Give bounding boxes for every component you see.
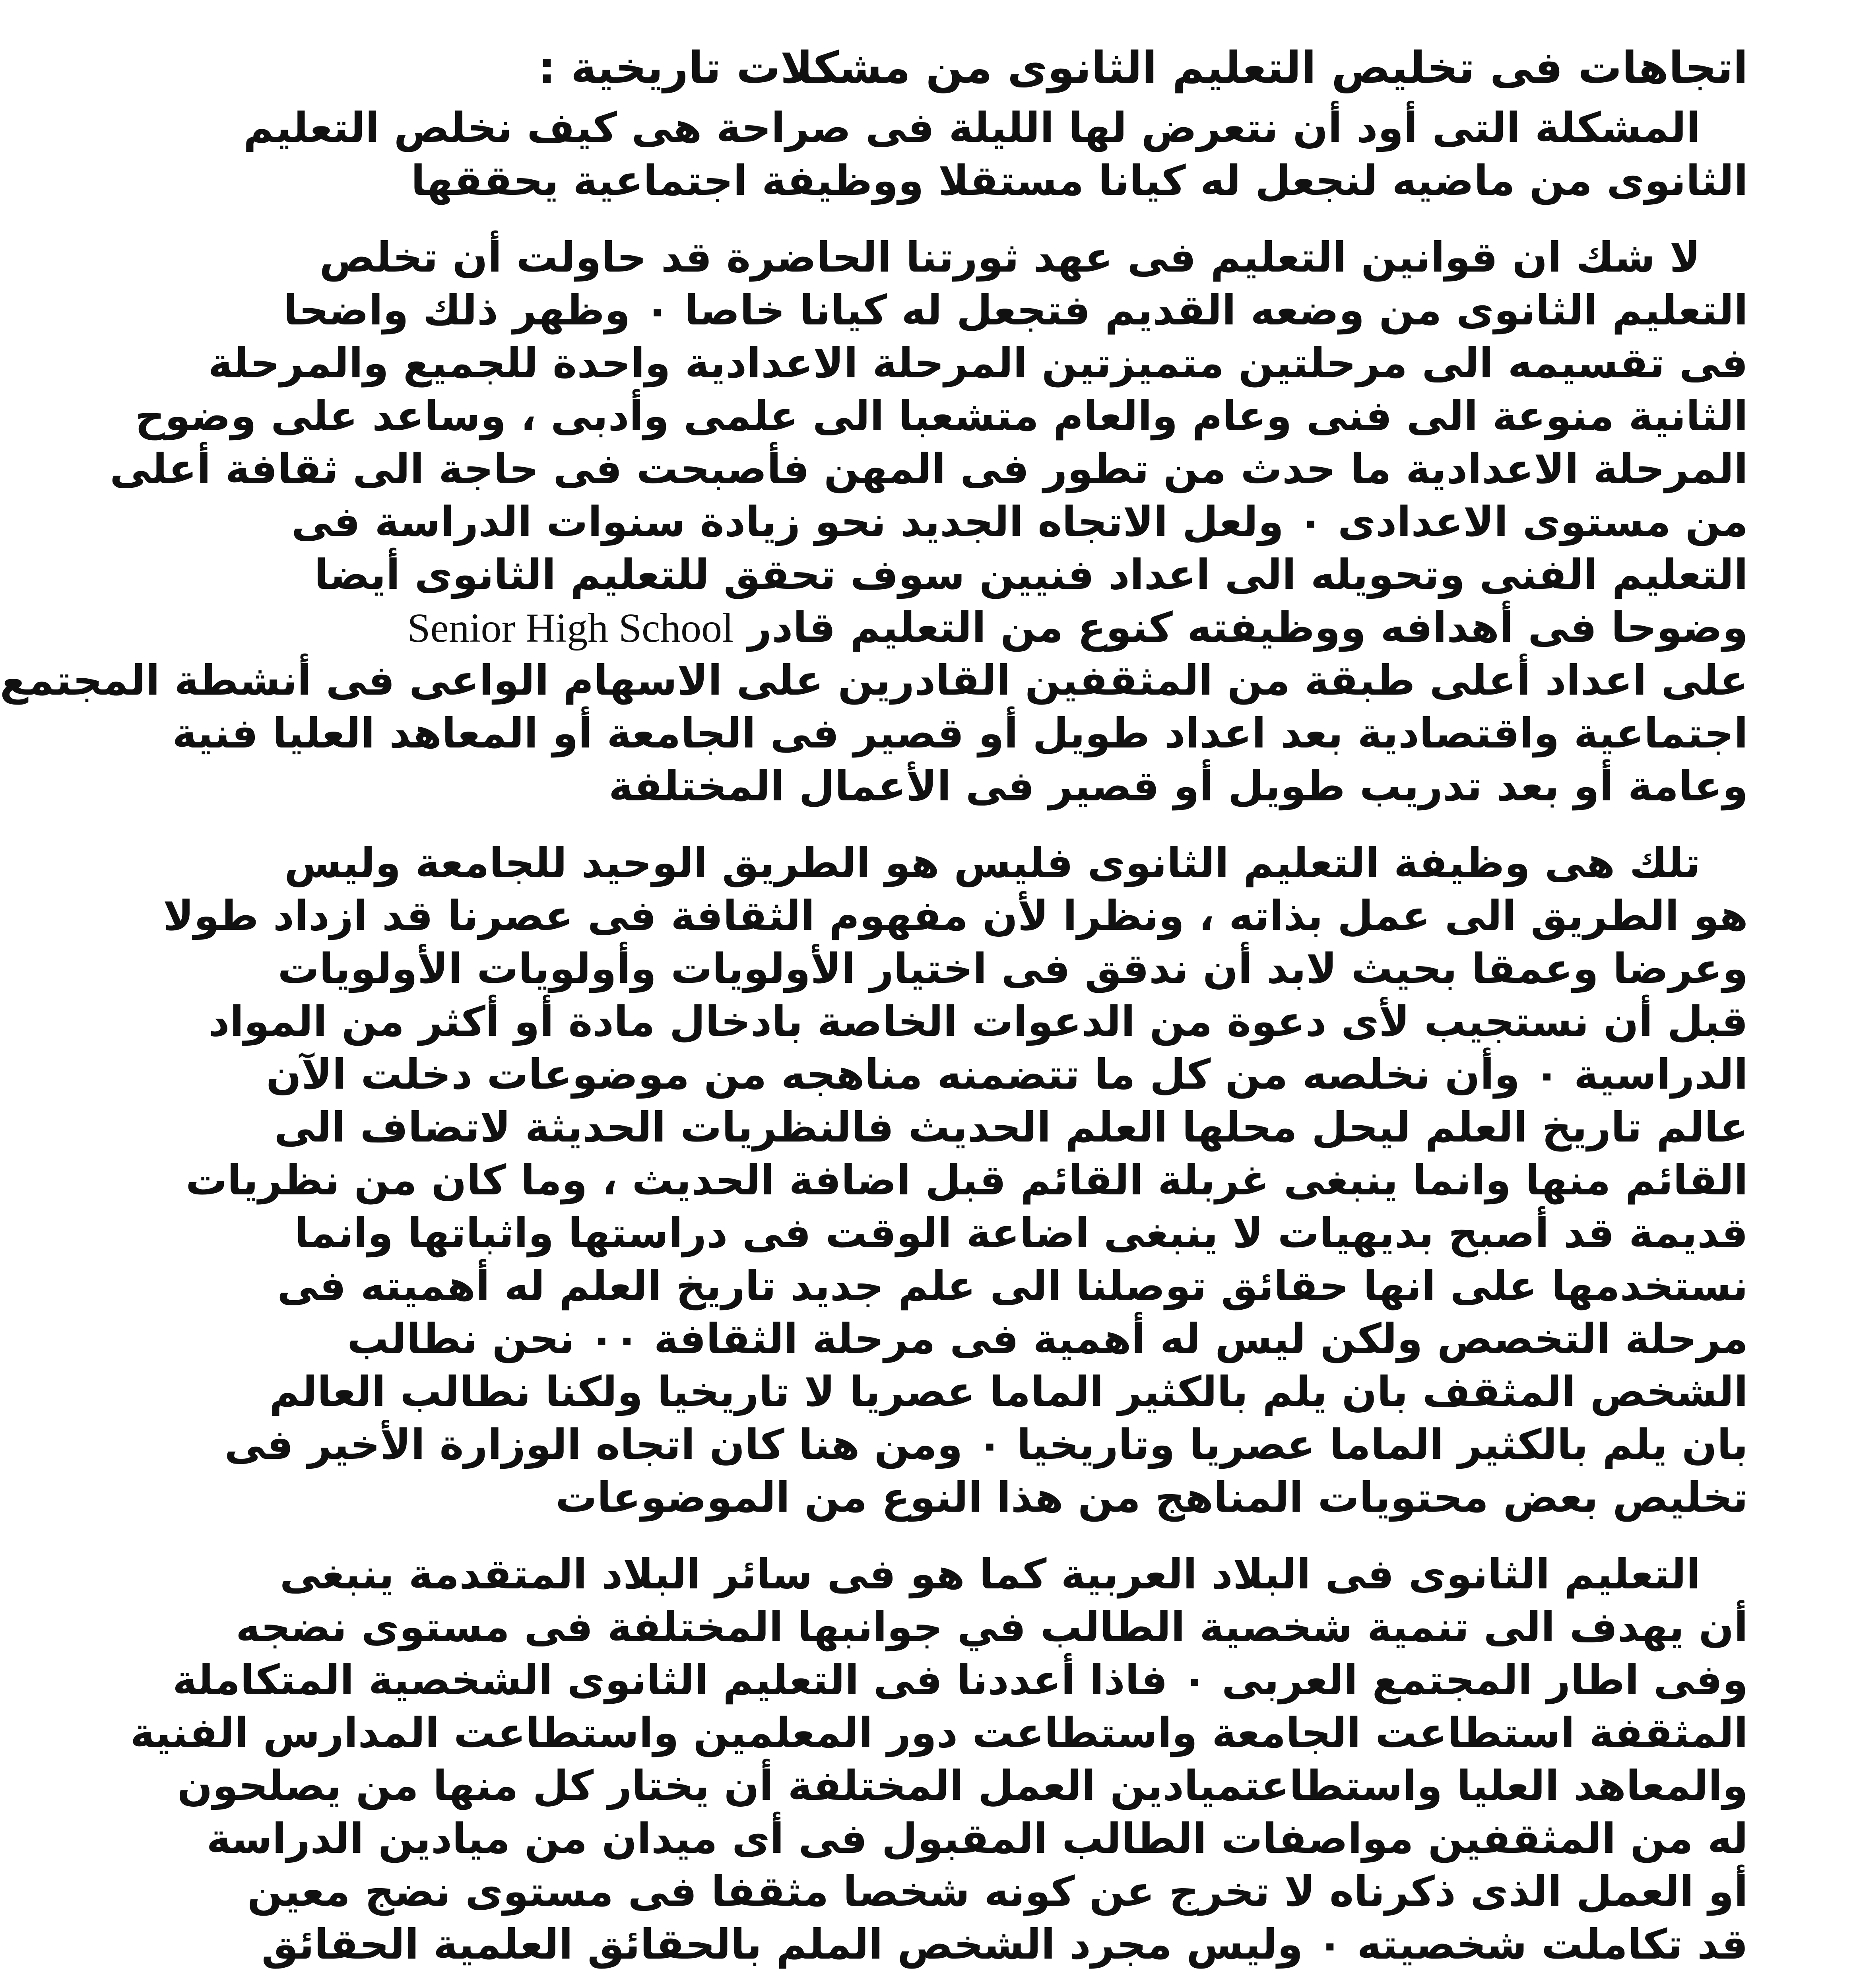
text-line: القائم منها وانما ينبغى غربلة القائم قبل اضافة الحديث ، وما كان من نظريات — [185, 1156, 1748, 1204]
text-line: أن يهدف الى تنمية شخصية الطالب في جوانبها المختلفة فى مستوى نضجه — [236, 1603, 1748, 1651]
text-line: فى تقسيمه الى مرحلتين متميزتين المرحلة الاعدادية واحدة للجميع والمرحلة — [208, 339, 1748, 387]
text-line: هو الطريق الى عمل بذاته ، ونظرا لأن مفهوم الثقافة فى عصرنا قد ازداد طولا — [163, 891, 1748, 940]
text-line: الثانية منوعة الى فنى وعام والعام متشعبا الى علمى وأدبى ، وساعد على وضوح — [135, 392, 1748, 440]
text-line: التعليم الثانوى من وضعه القديم فتجعل له كيانا خاصا ٠ وظهر ذلك واضحا — [283, 286, 1748, 334]
text-line: التعليم الفنى وتحويله الى اعداد فنيين سوف تحقق للتعليم الثانوى أيضا — [314, 550, 1748, 599]
text-line: لا شك ان قوانين التعليم فى عهد ثورتنا الحاضرة قد حاولت أن تخلص — [319, 233, 1700, 282]
text-line: المشكلة التى أود أن نتعرض لها الليلة فى صراحة هى كيف نخلص التعليم — [243, 103, 1700, 152]
text-line: وعامة أو بعد تدريب طويل أو قصير فى الأعمال المختلفة — [608, 762, 1748, 810]
text-line: قبل أن نستجيب لأى دعوة من الدعوات الخاصة بادخال مادة أو أكثر من المواد — [208, 997, 1748, 1046]
paragraph — [0, 231, 1748, 813]
text-line — [407, 601, 1748, 654]
text-line: قد تكاملت شخصيته ٠ وليس مجرد الشخص الملم بالحقائق العلمية الحقائق — [261, 1920, 1748, 1969]
paragraph — [163, 837, 1748, 1524]
text-line: تخليص بعض محتويات المناهج من هذا النوع من الموضوعات — [555, 1473, 1748, 1522]
text-line: التعليم الثانوى فى البلاد العربية كما هو فى سائر البلاد المتقدمة ينبغى — [279, 1550, 1700, 1598]
text-line: اجتماعية واقتصادية بعد اعداد طويل أو قصير فى الجامعة أو المعاهد العليا فنية — [172, 709, 1748, 757]
text-line: على اعداد أعلى طبقة من المثقفين القادرين على الاسهام الواعى فى أنشطة المجتمع — [0, 656, 1748, 705]
text-line: المثقفة استطاعت الجامعة واستطاعت دور المعلمين واستطاعت المدارس الفنية — [130, 1708, 1748, 1757]
text-line: له من المثقفين مواصفات الطالب المقبول فى أى ميدان من ميادين الدراسة — [206, 1814, 1748, 1863]
text-line: والمعاهد العليا واستطاعتميادين العمل المختلفة أن يختار كل منها من يصلحون — [177, 1761, 1748, 1810]
text-line: الشخص المثقف بان يلم بالكثير الماما عصريا لا تاريخيا ولكنا نطالب العالم — [269, 1367, 1748, 1416]
text-line: عالم تاريخ العلم ليحل محلها العلم الحديث فالنظريات الحديثة لاتضاف الى — [274, 1103, 1748, 1151]
latin-phrase: Senior High School — [407, 605, 734, 651]
paragraph — [243, 101, 1748, 207]
paragraph — [130, 1548, 1748, 1971]
text-line: مرحلة التخصص ولكن ليس له أهمية فى مرحلة الثقافة ٠٠ نحن نطالب — [347, 1314, 1748, 1363]
text-line: تلك هى وظيفة التعليم الثانوى فليس هو الطريق الوحيد للجامعة وليس — [284, 839, 1700, 887]
text-line: الدراسية ٠ وأن نخلصه من كل ما تتضمنه مناهجه من موضوعات دخلت الآن — [266, 1050, 1748, 1099]
text-line: وعرضا وعمقا بحيث لابد أن ندقق فى اختيار الأولويات وأولويات الأولويات — [277, 944, 1748, 993]
book-page — [0, 38, 1748, 1988]
text-line: بان يلم بالكثير الماما عصريا وتاريخيا ٠ ومن هنا كان اتجاه الوزارة الأخير فى — [224, 1420, 1748, 1469]
text-line: المرحلة الاعدادية ما حدث من تطور فى المهن فأصبحت فى حاجة الى ثقافة أعلى — [110, 445, 1748, 493]
text-line: من مستوى الاعدادى ٠ ولعل الاتجاه الجديد نحو زيادة سنوات الدراسة فى — [291, 497, 1748, 546]
section-heading: اتجاهات فى تخليص التعليم الثانوى من مشكلات تاريخية : — [538, 42, 1748, 93]
text-line: الثانوى من ماضيه لنجعل له كيانا مستقلا ووظيفة اجتماعية يحققها — [411, 156, 1748, 205]
body-text — [0, 101, 1748, 1971]
arabic-run: وضوحا فى أهدافه ووظيفته كنوع من التعليم قادر — [748, 603, 1748, 652]
text-line: أو العمل الذى ذكرناه لا تخرج عن كونه شخصا مثقفا فى مستوى نضج معين — [247, 1867, 1748, 1916]
text-line: وفى اطار المجتمع العربى ٠ فاذا أعددنا فى التعليم الثانوى الشخصية المتكاملة — [173, 1656, 1748, 1704]
text-line: قديمة قد أصبح بديهيات لا ينبغى اضاعة الوقت فى دراستها واثباتها وانما — [295, 1209, 1748, 1257]
text-line: نستخدمها على انها حقائق توصلنا الى علم جديد تاريخ العلم له أهميته فى — [277, 1262, 1748, 1310]
